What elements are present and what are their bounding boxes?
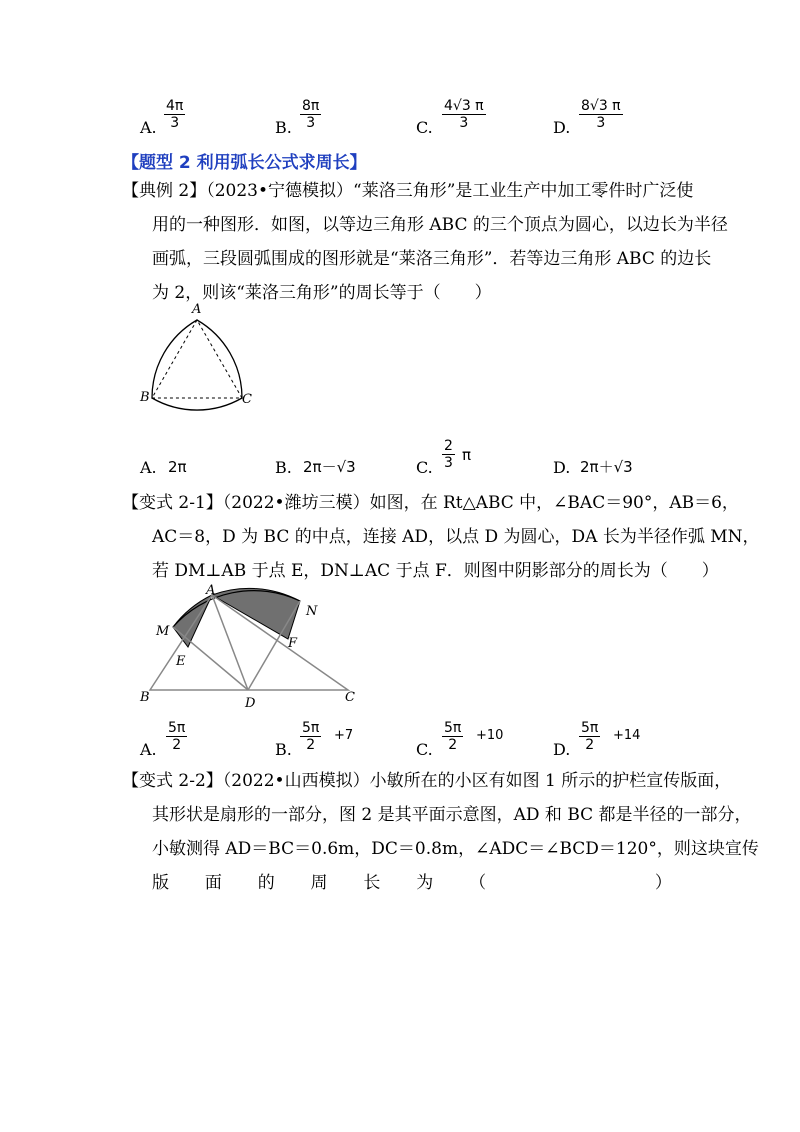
dashed-triangle [152,320,242,398]
text-line: AC＝8，D 为 BC 的中点，连接 AD，以点 D 为圆心，DA 长为半径作弧 MN， [152,527,760,547]
text-line: 【典例 2】（2023•宁德模拟）“莱洛三角形”是工业生产中加工零件时广泛使 [122,181,694,201]
label-a: A [206,583,216,598]
label-a: A [192,302,202,317]
label-c: C [242,392,252,407]
option-suffix: +10 [476,728,504,743]
option-value: 2π－√3 [303,458,356,476]
option-letter: A. [140,458,157,477]
option-fraction: $\frac{5\pi}{2}$ [581,720,599,753]
option-letter: B. [275,118,292,137]
option-letter: B. [275,458,292,477]
text-line: 【变式 2-2】（2022•山西模拟）小敏所在的小区有如图 1 所示的护栏宣传版面， [122,771,732,791]
option-suffix: π [462,446,472,464]
option-fraction: $\frac{5\pi}{2}$ [444,720,462,753]
option-letter: C. [416,740,433,759]
option-value: 2π＋√3 [580,458,633,476]
label-f: F [288,636,298,651]
option-fraction: $\frac{2}{3}$ [444,438,453,471]
text-line: 小敏测得 AD＝BC＝0.6m，DC＝0.8m，∠ADC＝∠BCD＝120°，则这块宣传 [152,839,759,859]
text-line: 其形状是扇形的一部分，图 2 是其平面示意图，AD 和 BC 都是半径的一部分， [152,805,752,825]
option-fraction: $\frac{4√3 \pi}{3}$ [444,98,484,131]
option-letter: A. [140,118,157,137]
reuleaux-outline [152,320,242,410]
text-line-justified: 版 面 的 周 长 为 （ ） [152,873,672,893]
text-line: 【变式 2-1】（2022•潍坊三模）如图，在 Rt△ABC 中，∠BAC＝90°，AB＝6， [122,493,739,513]
option-value: 2π [168,458,187,476]
option-letter: A. [140,740,157,759]
shaded-sector-figure [140,585,370,700]
variant-2-2-text [122,764,759,900]
option-fraction: $\frac{4\pi}{3}$ [166,98,184,131]
label-c: C [345,690,355,705]
label-b: B [140,390,150,405]
text-line: 画弧，三段圆弧围成的图形就是“莱洛三角形”．若等边三角形 ABC 的边长 [152,249,712,269]
label-n: N [306,604,318,619]
label-d: D [245,696,256,711]
option-letter: D. [553,118,571,137]
text-line: 为 2，则该“莱洛三角形”的周长等于（ ） [152,283,492,303]
option-letter: B. [275,740,292,759]
section-title: 【题型 2 利用弧长公式求周长】 [122,153,367,173]
option-fraction: $\frac{5\pi}{2}$ [168,720,186,753]
text-line: 用的一种图形．如图，以等边三角形 ABC 的三个顶点为圆心，以边长为半径 [152,215,728,235]
option-fraction: $\frac{8\pi}{3}$ [302,98,320,131]
option-letter: C. [416,118,433,137]
option-suffix: +7 [334,728,354,743]
label-m: M [156,624,170,639]
variant-2-1-text [122,486,760,588]
text-line: 若 DM⊥AB 于点 E，DN⊥AC 于点 F．则图中阴影部分的周长为（ ） [152,561,719,581]
option-fraction: $\frac{8√3 \pi}{3}$ [581,98,621,131]
label-e: E [176,654,186,669]
example-2-text [122,174,728,310]
option-letter: D. [553,740,571,759]
option-suffix: +14 [613,728,641,743]
option-letter: D. [553,458,571,477]
option-letter: C. [416,458,433,477]
label-b: B [140,690,150,705]
option-fraction: $\frac{5\pi}{2}$ [302,720,320,753]
